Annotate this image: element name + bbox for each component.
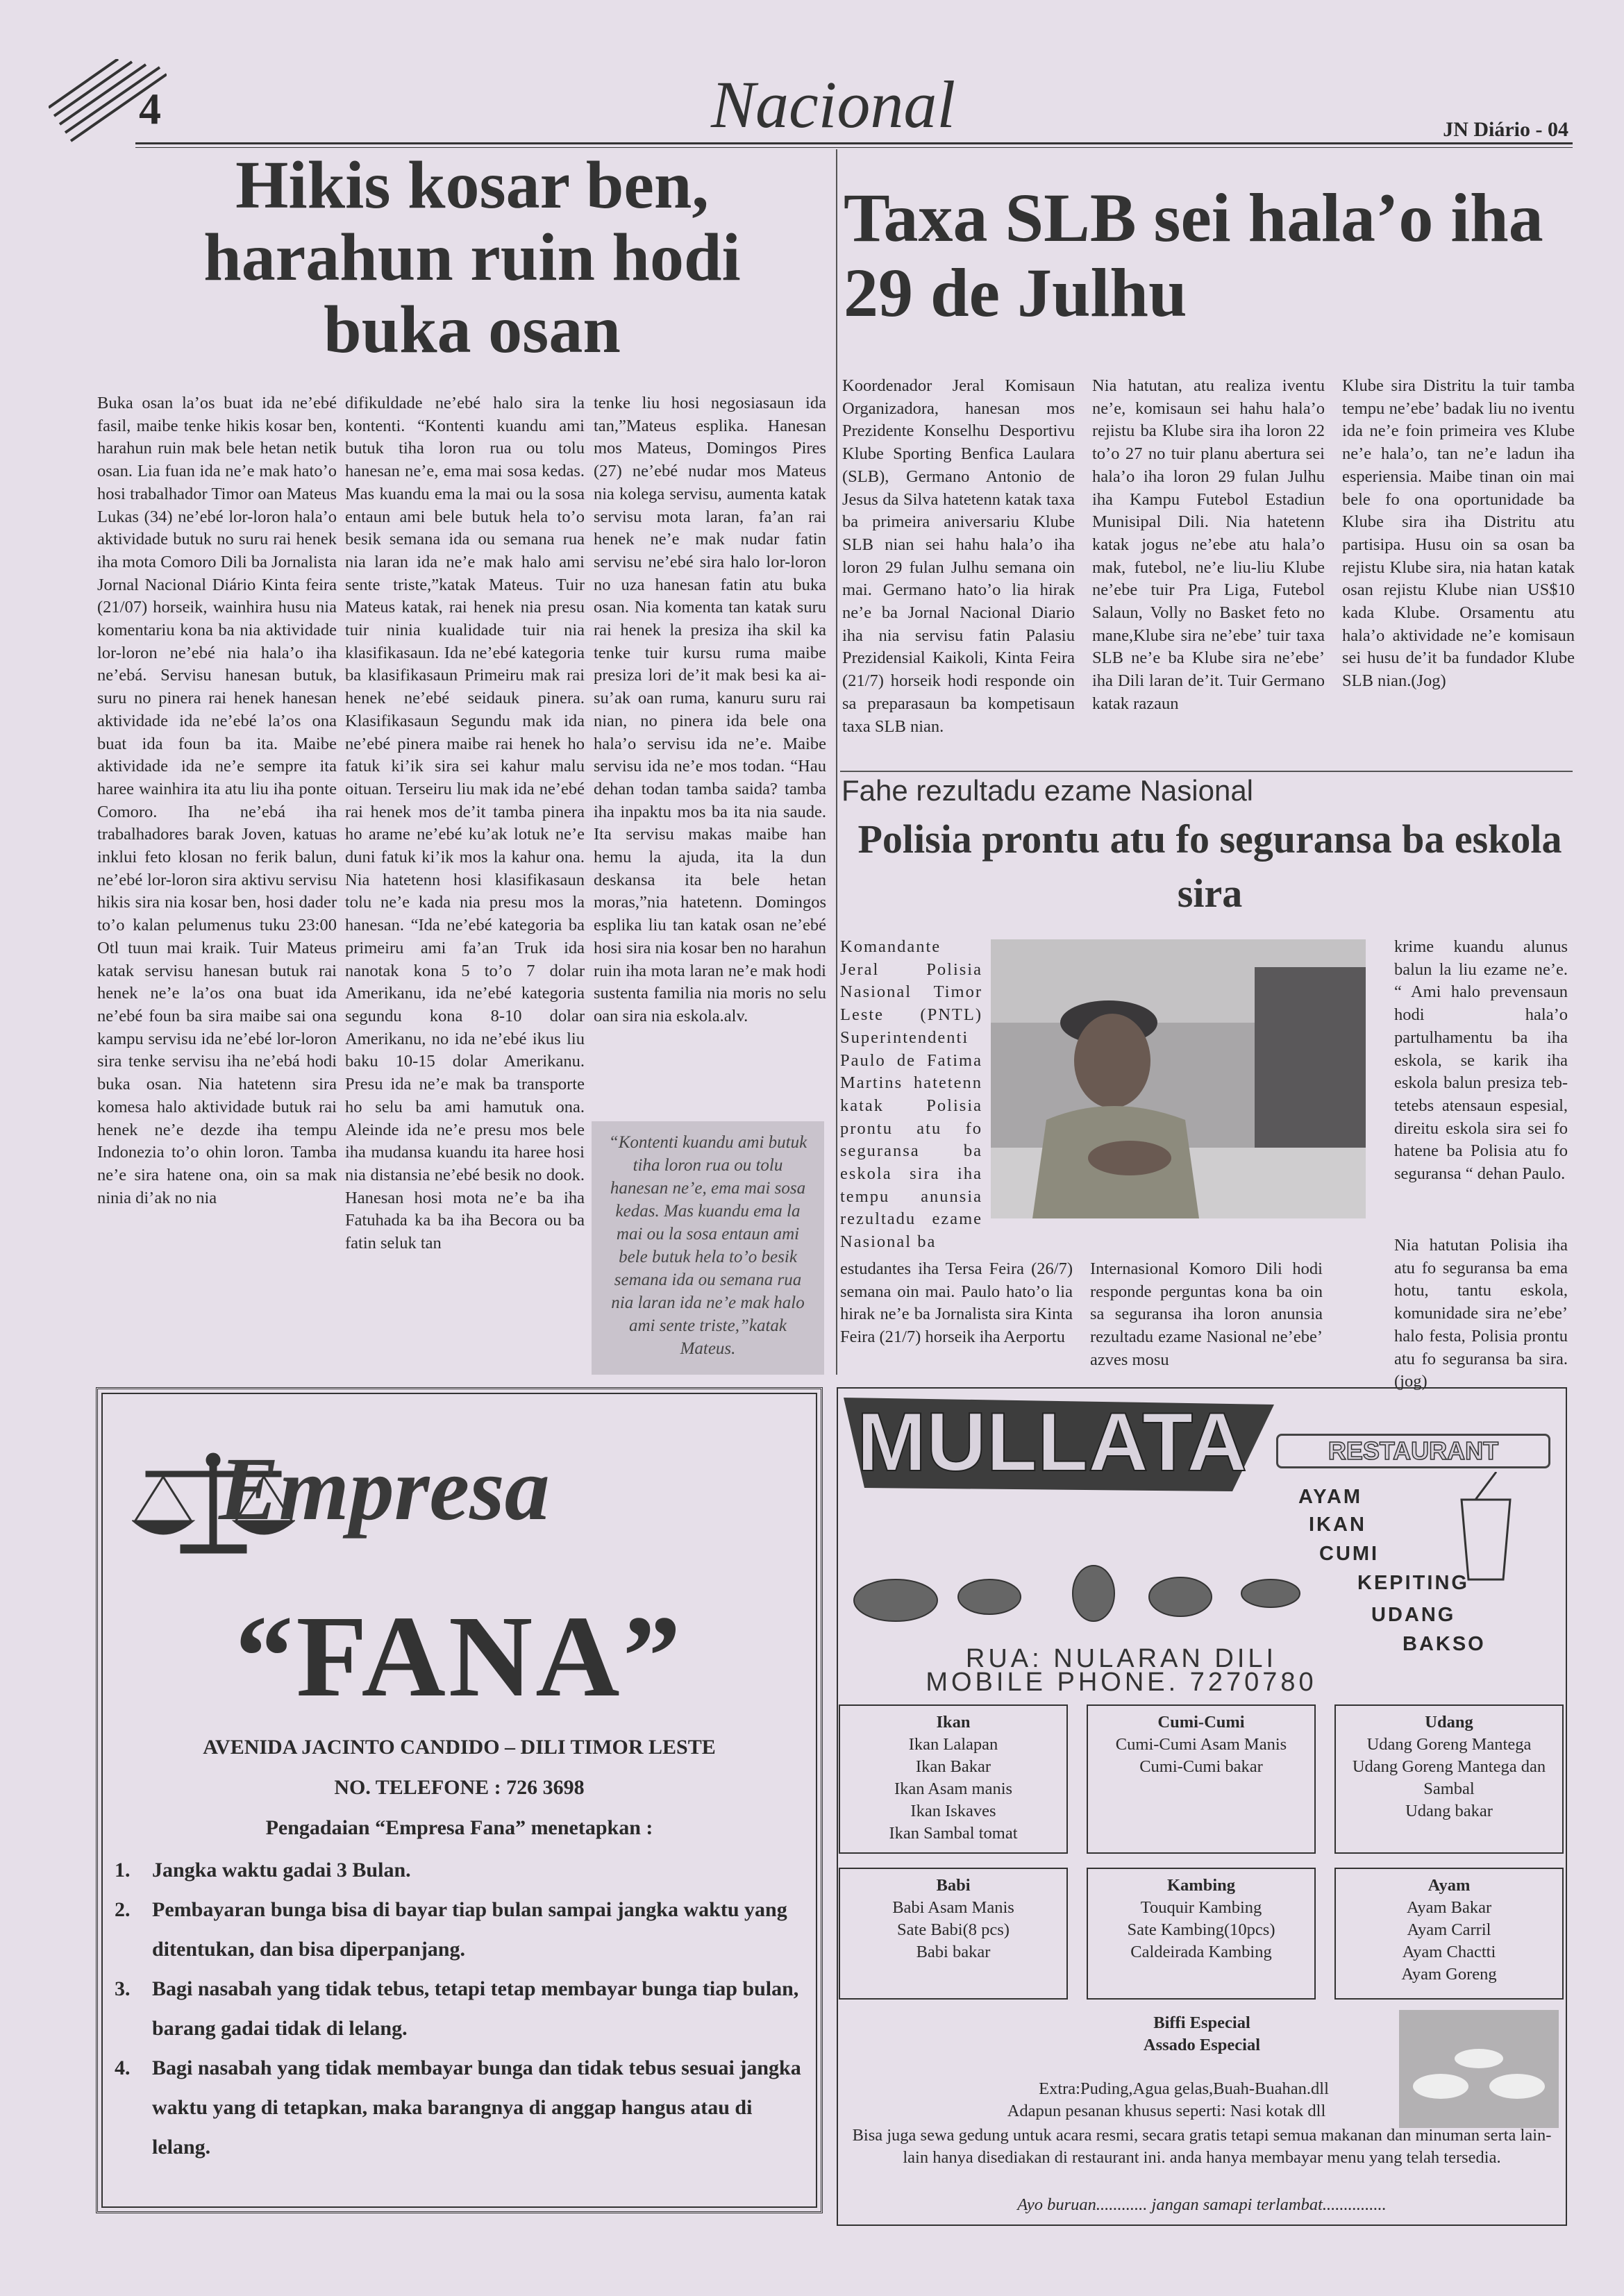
ad-fana-phone: NO. TELEFONE : 726 3698 xyxy=(334,1776,585,1799)
section-title: Nacional xyxy=(711,67,955,142)
menu-word: UDANG xyxy=(1371,1604,1456,1626)
article-left-col-1: Buka osan la’os buat ida ne’ebé fasil, maibe tenke hikis kosar ben, harahun ruin mak bele hetan netik osan. Lia fuan ida ne’e mak hato’o hosi trabalhador Timor oan Mateus Lukas (34) ne’ebé lor-loron hala’o aktividade butuk no suru rai henek iha mota Comoro Dili ba Jornalista Jornal Nacional Diário Kinta feira (21/07) horseik, wainhira husu nia komentariu kona ba nia aktividade lor-loron ne’ebé nia hala’o iha ne’ebá. Servisu hanesan butuk, suru no pinera rai henek hanesan aktividade ida ne’ebé la’os ona buat ida foun ba ita. Maibe aktividade ida ne’e sempre ita haree wainhira ita atu liu iha ponte Comoro. Iha ne’ebá iha trabalhadores barak Joven, katuas inklui feto klosan no ferik balun, ne’ebé lor-loron sira aktivu servisu hikis sira nia kosar ben, hosi dader to’o kalan pelumenus tuku 23:00 Otl tuun mai kraik. Tuir Mateus katak servisu hanesan butuk rai henek ne’e la’os ona buat ida ne’ebé foun ba sira maibe sai ona kampu servisu ida ne’ebé lor-loron sira tenke servisu iha ne’ebá hodi buka osan. Nia hatetenn sira komesa halo aktividade butuk rai henek ne’e dezde iha tempu Indonezia to’o ohin loron. Tamba ne’e sira hatene ona, oin sa mak ninia di’ak no nia xyxy=(97,394,337,1207)
article-police-col-b1: estudantes iha Tersa Feira (26/7) semana oin mai. Paulo hato’o lia hirak ne’e ba Jornalista sira Kinta Feira (21/7) horseik iha Aerportu xyxy=(840,1259,1073,1347)
article-police-col-right: krime kuandu alunus balun la liu ezame ne’e. “ Ami halo prevensaun hodi hala’o partulhamentu ba iha eskola, se karik iha eskola balun presiza teb-tetebs atensaun espesial, direitu eskola sira sei fo hatene ba Polisia atu fo seguransa “ dehan Paulo. xyxy=(1394,937,1568,1184)
menu-box-udang: Udang Udang Goreng Mantega Udang Goreng Mantega dan Sambal Udang bakar xyxy=(1334,1704,1564,1854)
pull-quote: “Kontenti kuandu ami butuk tiha loron rua ou tolu hanesan ne’e, ema mai sosa kedas. Mas kuandu ema la mai ou la sosa entaun ami bele butuk hela to’o besik semana ida ou semana rua nia laran ida ne’e mak halo ami sente triste,”katak Mateus. xyxy=(592,1121,824,1375)
article-right-headline: Taxa SLB sei hala’o iha 29 de Julhu xyxy=(844,179,1543,331)
ad-fana-title: Empresa xyxy=(219,1439,550,1539)
slogan: Ayo buruan............ jangan samapi terlambat............... xyxy=(1017,2195,1387,2214)
article-police-col-b2: Internasional Komoro Dili hodi responde perguntas kona ba oin sa seguransa iha loron anunsia rezultadu ezame Nasional ne’ebe’ azves mosu xyxy=(1090,1259,1323,1369)
article-left-col-3: tenke liu hosi negosiasaun ida tan,”Mateus esplika. Hanesan mos Mateus, Domingos Pires (27) ne’ebé nudar mos Mateus nia kolega servisu, aumenta katak servisu mota laran, fa’an rai henek ne’e mak nudar fatin servisu ne’ebé sira halo lor-loron no uza hanesan fatin atu buka osan. Nia komenta tan katak suru rai henek la presiza iha skil ka tenke tuir kursu ruma maibe presiza lori de’it mak besi ka ai-su’ak oan ruma, kanuru suru rai nian, no pinera ida bele ona hala’o servisu ida ne’e. Maibe servisu ida ne’e mos todan. “Hau dehan todan tamba saida? tamba iha inpaktu mos ba ita nia saude. Ita servisu makas maibe han hemu la ajuda, ita la dun deskansa ita bele hetan moras,”nia hatetenn. Domingos esplika liu tan katak osan ne’ebé hosi sira nia kosar ben no harahun ruin iha mota laran ne’e mak hodi sustenta familia nia moris no selu oan sira nia eskola.alv. xyxy=(594,394,826,1025)
mullata-logo xyxy=(844,1391,1274,1491)
restaurant-label: RESTAURANT xyxy=(1276,1434,1550,1468)
ad-fana-address: AVENIDA JACINTO CANDIDO – DILI TIMOR LESTE xyxy=(203,1736,716,1759)
menu-word: AYAM xyxy=(1298,1486,1363,1508)
menu-box-kambing: Kambing Touquir Kambing Sate Kambing(10pcs) Caldeirada Kambing xyxy=(1087,1868,1316,2000)
term-item: 4. Bagi nasabah yang tidak membayar bunga dan tidak tebus sesuai jangka waktu yang di tetapkan, maka barangnya di anggap hangus atau di lelang. xyxy=(115,2056,801,2159)
menu-box-babi: Babi Babi Asam Manis Sate Babi(8 pcs) Babi bakar xyxy=(839,1868,1068,2000)
article-right-col-3: Klube sira Distritu la tuir tamba tempu ne’ebe’ badak liu no iventu ida ne’e foin primeira ves Klube ne’e hala’o, tan ne’e ladun iha esperiensia. Maibe tinan oin mai bele fo ona oportunidade ba Klube sira iha Distritu atu partisipa. Husu oin sa osan ba rejistu Klube sira, nia hatan katak osan rejistu Klube nian US$10 kada Klube. Orsamentu atu hala’o aktividade ne’e komisaun sei husu de’it ba fundador Klube SLB nian.(Jog) xyxy=(1342,376,1575,691)
article-police-headline: Polisia prontu atu fo seguransa ba eskola sira xyxy=(857,816,1562,916)
photo-illustration xyxy=(991,939,1366,1218)
restaurant-phone: MOBILE PHONE. 7270780 xyxy=(926,1668,1317,1697)
svg-text:MULLATA: MULLATA xyxy=(856,1396,1248,1489)
article-police-col-right-2: Nia hatutan Polisia iha atu fo seguransa ba ema hotu, tantu eskola, komunidade sira ne’ebe’ halo festa, Polisia prontu atu fo seguransa ba sira.(jog) xyxy=(1394,1236,1568,1391)
menu-word: KEPITING xyxy=(1357,1572,1469,1594)
article-right-col-1: Koordenador Jeral Komisaun Organizadora, hanesan mos Prezidente Konselhu Desportivu Klube Sporting Benfica Laulara (SLB), Germano Antonio de Jesus da Silva hatetenn katak taxa ba primeira aniversariu Klube SLB nian sei hahu hala’o iha loron 29 fulan Julhu semana oin mai. Germano hato’o lia hirak ne’e ba Jornal Nacional Diario iha nia servisu fatin Palasiu Prezidensial Kaikoli, Kinta Feira (21/7) horseik hodi responde oin sa preparasaun ba kompetisaun taxa SLB nian. xyxy=(842,376,1075,736)
header-rule xyxy=(135,142,1573,144)
article-left-col-2: difikuldade ne’ebé halo sira la kontenti. “Kontenti kuandu ami butuk tiha loron rua ou tolu hanesan ne’e, ema mai sosa kedas. Mas kuandu ema la mai ou la sosa entaun ami bele butuk hela to’o besik semana ida ou semana rua nia laran ida ne’e mak halo ami sente triste,”katak Mateus. Tuir Mateus katak, rai henek nia presu tuir ninia kualidade tuir nia klasifikasaun. Ida ne’ebé kategoria ba klasifikasaun Primeiru mak rai henek ne’ebé seidauk pinera. Klasifikasaun Segundu mak ida ne’ebé pinera maibe rai henek ho fatuk ki’ik sira sei kahur malu oituan. Terseiru liu mak ida ne’ebé rai henek mos de’it tamba pinera ho arame ne’ebé ku’ak lotuk ne’e duni fatuk ki’ik mos la kahur ona. Nia hatetenn hosi klasifikasaun tolu ne’e kada nia presu mos la hanesan. “Ida ne’ebé kategoria ba primeiru ami fa’an Truk ida nanotak kona 5 to’o 7 dolar Amerikanu, ida ne’ebé kategoria segundu kona 8-10 dolar Amerikanu, no ida ne’ebé ikus liu baku 10-15 dolar Amerikanu. Presu ida ne’e mak ba transporte ho selu ba ami hamutuk ona. Aleinde ida ne’e presu mos bele iha mudansa kuandu ita haree hosi nia distansia ne’ebé besik no dook. Hanesan hosi mota ne’e ba iha Fatuhada ka ba iha Becora ou ba fatin seluk tan xyxy=(345,394,585,1253)
article-police-lead: Komandante Jeral Polisia Nasional Timor Leste (PNTL) Superintendenti Paulo de Fatima Martins hatetenn katak Polisia prontu atu fo seguransa ba eskola sira iha tempu anunsia rezultadu ezame Nasional ba xyxy=(840,937,982,1252)
menu-box-cumi: Cumi-Cumi Cumi-Cumi Asam Manis Cumi-Cumi bakar xyxy=(1087,1704,1316,1854)
menu-box-ikan: Ikan Ikan Lalapan Ikan Bakar Ikan Asam manis Ikan Iskaves Ikan Sambal tomat xyxy=(839,1704,1068,1854)
special-2: Assado Especial xyxy=(1143,2036,1261,2054)
extra-items: Extra:Puding,Agua gelas,Buah-Buahan.dll xyxy=(1039,2079,1329,2098)
menu-word: BAKSO xyxy=(1403,1633,1486,1655)
article-right-col-2: Nia hatutan, atu realiza iventu ne’e, komisaun sei hahu hala’o rejistu ba Klube sira iha loron 22 to’o 27 no tuir planu abertura sei hala’o iha loron 29 fulan Julhu iha Kampu Futebol Estadiun Munisipal Dili. Nia hatetenn katak jogus ne’ebe atu hala’o mak, futebol, ne’e liu-liu Klube ne’ebe tuir Pra Liga, Futebol Salaun, Volly no Basket feto no mane,Klube sira ne’ebe’ tuir taxa SLB ne’e ba Klube sira ne’ebe’ iha Dili laran de’it. Tuir Germano katak razaun xyxy=(1092,376,1325,713)
term-item: 2. Pembayaran bunga bisa di bayar tiap bulan sampai jangka waktu yang ditentukan, dan bisa diperpanjang. xyxy=(115,1898,787,1961)
edition-label: JN Diário - 04 xyxy=(1443,118,1568,141)
page-number: 4 xyxy=(139,84,161,133)
seafood-icons xyxy=(847,1559,1305,1635)
special-order: Adapun pesanan khusus seperti: Nasi kotak dll xyxy=(1007,2102,1326,2120)
police-commander-photo xyxy=(991,939,1366,1218)
restaurant-address: RUA: NULARAN DILI xyxy=(965,1644,1278,1673)
article-police-kicker: Fahe rezultadu ezame Nasional xyxy=(842,774,1254,807)
ad-fana-intro: Pengadaian “Empresa Fana” menetapkan : xyxy=(265,1816,653,1839)
ad-fana-name: “FANA” xyxy=(235,1592,684,1721)
term-item: 1. Jangka waktu gadai 3 Bulan. xyxy=(115,1859,411,1882)
venue-note: Bisa juga sewa gedung untuk acara resmi, secara gratis tetapi semua makanan dan minuman serta lain-lain hanya disediakan di restaurant ini. anda hanya membayar menu yang telah tersedia. xyxy=(852,2126,1552,2167)
menu-word: IKAN xyxy=(1309,1514,1366,1536)
drink-icon xyxy=(1455,1472,1517,1583)
menu-word: CUMI xyxy=(1319,1543,1380,1565)
article-left-headline: Hikis kosar ben, harahun ruin hodi buka osan xyxy=(203,148,741,367)
column-separator xyxy=(836,149,837,1375)
term-item: 3. Bagi nasabah yang tidak tebus, tetapi tetap membayar bunga tiap bulan, barang gadai tidak di lelang. xyxy=(115,1977,799,2040)
ad-fana-terms xyxy=(115,1850,816,2167)
special-1: Biffi Especial xyxy=(1153,2013,1250,2032)
article-divider xyxy=(840,771,1573,772)
menu-box-ayam: Ayam Ayam Bakar Ayam Carril Ayam Chactti Ayam Goreng xyxy=(1334,1868,1564,2000)
